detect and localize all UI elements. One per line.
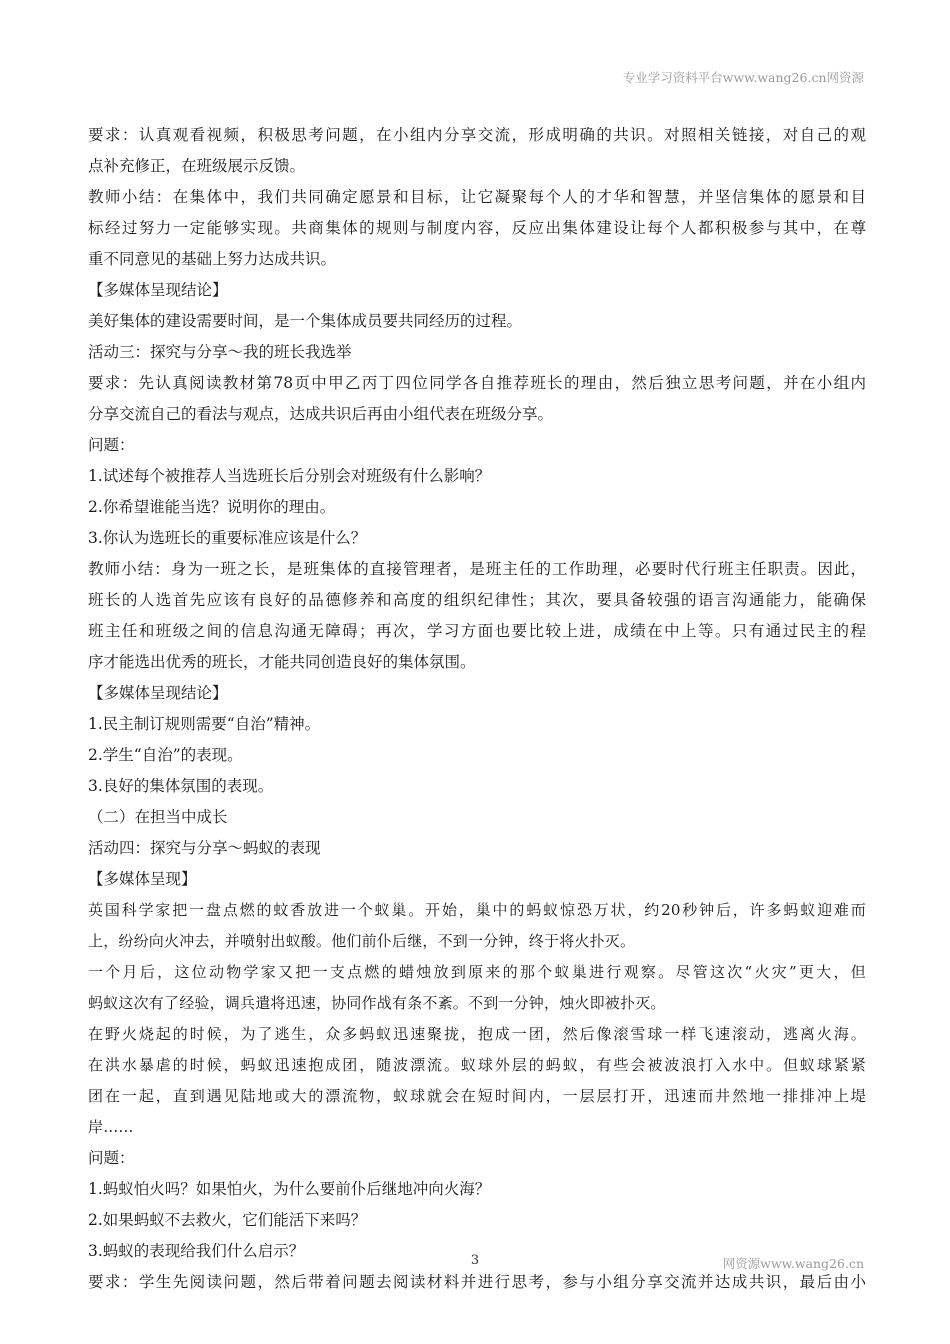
paragraph-line: 美好集体的建设需要时间，是一个集体成员要共同经历的过程。 (88, 312, 523, 330)
footer-watermark: 网资源www.wang26.cn (722, 1256, 864, 1271)
story-line: 英国科学家把一盘点燃的蚊香放进一个蚁巢。开始，巢中的蚂蚁惊恐万状，约20秒钟后，许多蚂蚁迎难而 (88, 901, 866, 919)
section-heading: 【多媒体呈现结论】 (88, 281, 228, 299)
paragraph-line: 教师小结：身为一班之长，是班集体的直接管理者，是班主任的工作助理，必要时代行班主任职责。因此， (88, 560, 866, 578)
story-line: 在洪水暴虐的时候，蚂蚁迅速抱成团，随波漂流。蚁球外层的蚂蚁，有些会被波浪打入水中。但蚁球紧紧 (88, 1056, 866, 1074)
header-watermark: 专业学习资料平台www.wang26.cn网资源 (622, 70, 864, 85)
paragraph-line: 序才能选出优秀的班长，才能共同创造良好的集体氛围。 (88, 653, 476, 671)
question-heading: 问题： (88, 1149, 135, 1167)
question-heading: 问题： (88, 436, 135, 454)
subsection-heading: （二）在担当中成长 (88, 808, 228, 826)
question-item: 1.蚂蚁怕火吗？如果怕火，为什么要前仆后继地冲向火海？ (88, 1180, 491, 1198)
story-line: 一个月后，这位动物学家又把一支点燃的蜡烛放到原来的那个蚁巢进行观察。尽管这次“火灾”更大，但 (88, 963, 866, 981)
paragraph-line: 班长的人选首先应该有良好的品德修养和高度的组织纪律性；其次，要具备较强的语言沟通能力，能确保 (88, 591, 866, 609)
story-line: 团在一起，直到遇见陆地或大的漂流物，蚁球就会在短时间内，一层层打开，迅速而井然地一排排冲上堤 (88, 1087, 866, 1105)
question-item: 3.你认为选班长的重要标准应该是什么？ (88, 529, 367, 547)
conclusion-item: 3.良好的集体氛围的表现。 (88, 777, 274, 795)
paragraph-line: 要求：学生先阅读问题，然后带着问题去阅读材料并进行思考，参与小组分享交流并达成共识，最后由小 (88, 1273, 866, 1291)
question-item: 3.蚂蚁的表现给我们什么启示？ (88, 1242, 305, 1260)
paragraph-line: 班主任和班级之间的信息沟通无障碍；再次，学习方面也要比较上进，成绩在中上等。只有通过民主的程 (88, 622, 866, 640)
paragraph-line: 分享交流自己的看法与观点，达成共识后再由小组代表在班级分享。 (88, 405, 554, 423)
section-heading: 【多媒体呈现结论】 (88, 684, 228, 702)
conclusion-item: 2.学生“自治”的表现。 (88, 746, 243, 764)
paragraph-line: 标经过努力一定能够实现。共商集体的规则与制度内容，反应出集体建设让每个人都积极参与其中，在尊 (88, 219, 866, 237)
question-item: 2.如果蚂蚁不去救火，它们能活下来吗？ (88, 1211, 367, 1229)
question-item: 1.试述每个被推荐人当选班长后分别会对班级有什么影响？ (88, 467, 491, 485)
page-number: 3 (470, 1253, 480, 1268)
story-line: 上，纷纷向火冲去，并喷射出蚁酸。他们前仆后继，不到一分钟，终于将火扑灭。 (88, 932, 636, 950)
section-heading: 【多媒体呈现】 (88, 870, 197, 888)
story-line: 岸…… (88, 1118, 134, 1136)
story-line: 在野火烧起的时候，为了逃生，众多蚂蚁迅速聚拢，抱成一团，然后像滚雪球一样飞速滚动，逃离火海。 (88, 1025, 866, 1043)
paragraph-line: 重不同意见的基础上努力达成共识。 (88, 250, 337, 268)
paragraph-line: 点补充修正，在班级展示反馈。 (88, 157, 306, 175)
conclusion-item: 1.民主制订规则需要“自治”精神。 (88, 715, 321, 733)
document-body (88, 120, 866, 1298)
paragraph-line: 教师小结：在集体中，我们共同确定愿景和目标，让它凝聚每个人的才华和智慧，并坚信集体的愿景和目 (88, 188, 866, 206)
paragraph-line: 要求：认真观看视频，积极思考问题，在小组内分享交流，形成明确的共识。对照相关链接，对自己的观 (88, 126, 866, 144)
activity-heading: 活动四：探究与分享～蚂蚁的表现 (88, 839, 321, 857)
question-item: 2.你希望谁能当选？说明你的理由。 (88, 498, 336, 516)
activity-heading: 活动三：探究与分享～我的班长我选举 (88, 343, 352, 361)
paragraph-line: 要求：先认真阅读教材第78页中甲乙丙丁四位同学各自推荐班长的理由，然后独立思考问题，并在小组内 (88, 374, 866, 392)
story-line: 蚂蚁这次有了经验，调兵遣将迅速，协同作战有条不紊。不到一分钟，烛火即被扑灭。 (88, 994, 666, 1012)
